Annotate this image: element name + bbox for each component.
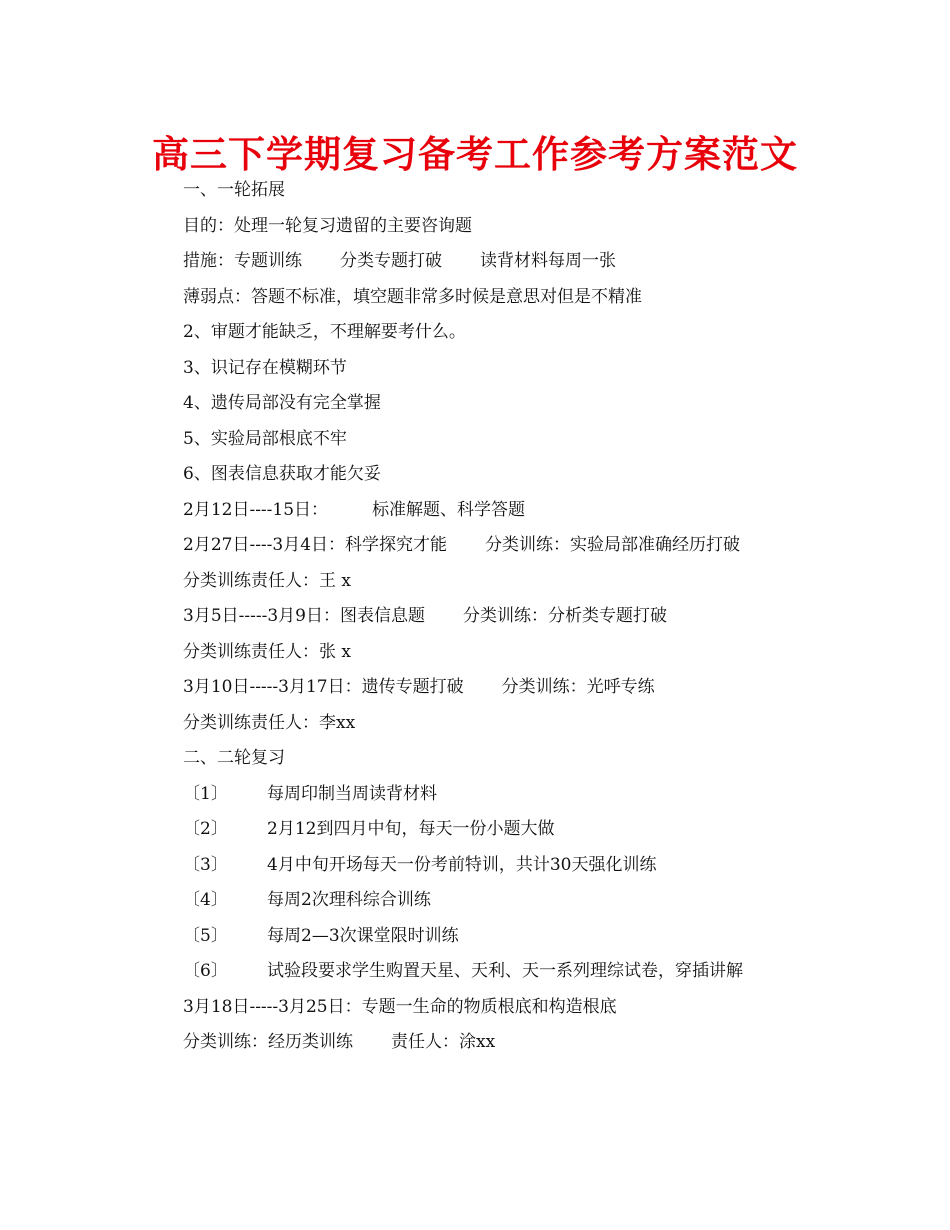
measures-item-2: 分类专题打破	[340, 251, 442, 271]
schedule-4	[146, 670, 806, 706]
measures-line	[146, 244, 806, 280]
list-item	[146, 919, 806, 955]
schedule-4-dates: 3月10日-----3月17日：遗传专题打破	[183, 677, 464, 697]
schedule-4-owner: 分类训练责任人：李xx	[183, 712, 356, 733]
weak-point-1: 2、审题才能缺乏，不理解要考什么。	[183, 322, 466, 342]
schedule-2	[146, 528, 796, 564]
list-item-text: 4月中旬开场每天一份考前特训，共计30天强化训练	[267, 854, 657, 875]
schedule-4-topic: 分类训练：光呼专练	[501, 677, 655, 697]
list-item-number: 〔6〕	[183, 961, 228, 981]
list-item-text: 2月12到四月中旬，每天一份小题大做	[267, 819, 555, 839]
weak-point-3: 4、遗传局部没有完全掌握	[183, 393, 381, 413]
schedule-3-dates: 3月5日-----3月9日：图表信息题	[183, 606, 425, 626]
list-item	[146, 777, 806, 813]
measures-item-3: 读背材料每周一张	[480, 251, 616, 271]
schedule-1-dates: 2月12日----15日：	[183, 499, 329, 520]
schedule-1-topic: 标准解题、科学答题	[372, 499, 526, 520]
list-item-text: 每周印制当周读背材料	[267, 783, 437, 804]
schedule-2-dates: 2月27日----3月4日：科学探究才能	[183, 535, 448, 555]
section2-schedule-training	[146, 1025, 806, 1061]
section1-heading: 一、一轮拓展	[183, 180, 285, 200]
training-owner: 责任人：涂xx	[391, 1032, 496, 1052]
list-item	[146, 954, 806, 990]
list-item-number: 〔2〕	[183, 819, 228, 839]
weak-point-0: 薄弱点：答题不标准，填空题非常多时候是意思对但是不精准	[183, 286, 642, 307]
schedule-2-owner: 分类训练责任人：王 x	[183, 570, 351, 591]
list-item-text: 每周2次理科综合训练	[267, 890, 431, 910]
list-item-number: 〔1〕	[183, 783, 228, 804]
section2-schedule-dates: 3月18日-----3月25日：专题一生命的物质根底和构造根底	[183, 996, 617, 1017]
schedule-3	[146, 599, 806, 635]
list-item	[146, 883, 806, 919]
list-item	[146, 848, 806, 884]
weak-point-5: 6、图表信息获取才能欠妥	[183, 464, 381, 484]
measures-label: 措施：专题训练	[183, 251, 302, 271]
list-item-text: 每周2—3次课堂限时训练	[267, 925, 459, 946]
document-body	[146, 173, 806, 1061]
schedule-3-topic: 分类训练：分析类专题打破	[462, 606, 667, 626]
schedule-1	[146, 493, 806, 529]
purpose-line: 目的：处理一轮复习遗留的主要咨询题	[183, 215, 472, 236]
weak-point-4: 5、实验局部根底不牢	[183, 428, 347, 449]
list-item-number: 〔3〕	[183, 854, 228, 875]
list-item	[146, 812, 806, 848]
training-type: 分类训练：经历类训练	[183, 1032, 353, 1052]
list-item-number: 〔4〕	[183, 890, 228, 910]
document-title: 高三下学期复习备考工作参考方案范文	[152, 133, 798, 176]
section2-heading: 二、二轮复习	[183, 748, 285, 768]
list-item-text: 试验段要求学生购置天星、天利、天一系列理综试卷，穿插讲解	[267, 961, 743, 981]
schedule-2-topic: 分类训练：实验局部准确经历打破	[485, 535, 741, 555]
list-item-number: 〔5〕	[183, 925, 228, 946]
schedule-3-owner: 分类训练责任人：张 x	[183, 641, 351, 662]
weak-point-2: 3、识记存在模糊环节	[183, 357, 347, 378]
